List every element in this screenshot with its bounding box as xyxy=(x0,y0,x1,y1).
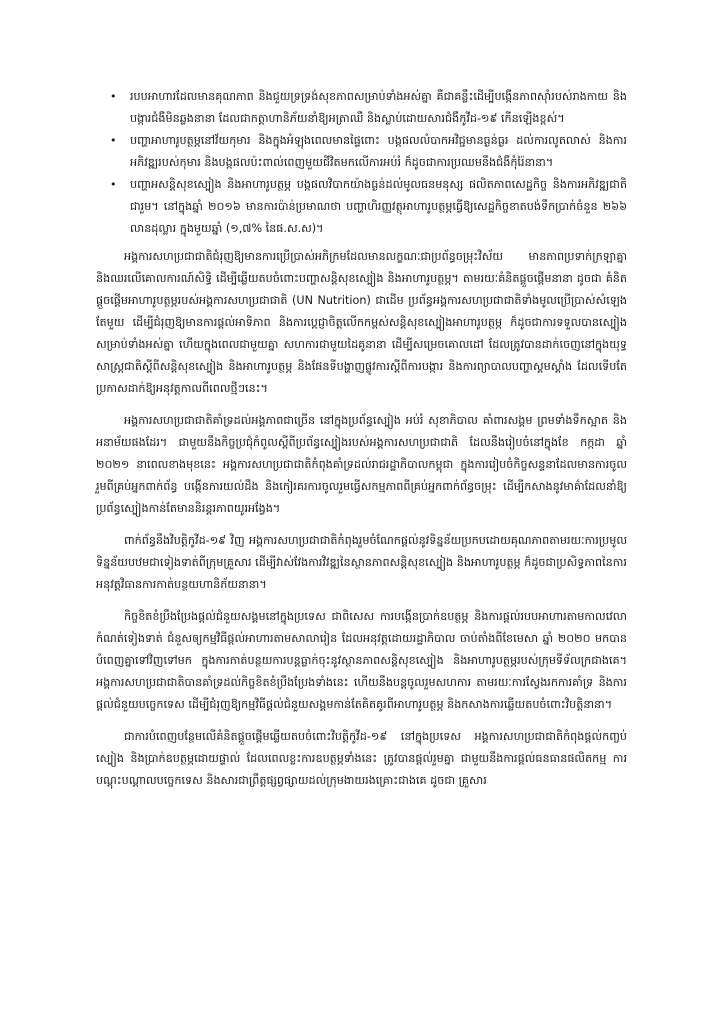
bullet-icon: • xyxy=(110,178,117,191)
list-item xyxy=(110,130,627,174)
bullet-text: បញ្ហាអសន្តិសុខស្បៀង និងអាហារូបត្ថម្ភ បង្កផលវិបាកយ៉ាងធ្ងន់ដល់មូលធនមនុស្ស ផលិតភាពសេដ្ឋកិច្ច និងការអភិវឌ្ឍជាតិជារួម។ នៅក្នុងឆ្នាំ ២០១៦ មានការប៉ាន់ប្រមាណថា បញ្ហាហិរញ្ញវត្ថុអាហារូបត្ថម្ភធ្វើឱ្យសេដ្ឋកិច្ចខាតបង់ទឹកប្រាក់ចំនួន ២៦៦ លានដុល្លារ ក្នុងមួយឆ្នាំ (១,៧% នៃផ.ស.ស)។ xyxy=(130,178,627,235)
paragraph: ជាការបំពេញបន្ថែមលើគំនិតផ្តួចផ្តើមឆ្លើយតបចំពោះវិបត្តិកូវីដ-១៩ នៅក្នុងប្រទេស អង្គការសហប្រជាជាតិកំពុងផ្តល់កញ្ចប់ស្បៀង និងប្រាក់ឧបត្ថម្ភដោយផ្ទាល់ ដែលពេលខ្លះការឧបត្ថម្ភទាំងនេះ ត្រូវបានផ្តល់រួមគ្នា ជាមួយនឹងការផ្តល់ធនធានផលិតកម្ម ការបណ្តុះបណ្តាលបច្ចេកទេស និងសារជាព្រឹត្តផ្សព្វផ្សាយដល់ក្រុមងាយរងគ្រោះជាងគេ ដូចជា គ្រួសារ xyxy=(96,730,627,787)
paragraph: អង្គការសហប្រជាជាតិគាំទ្រដល់អង្គភាពជាច្រើន នៅក្នុងប្រព័ន្ធស្បៀង អប់រំ សុខាភិបាល គាំពារសង្គម ព្រមទាំងទឹកស្អាត និងអនាម័យផងដែរ។ ជាមួយនឹងកិច្ចប្រជុំកំពូលស្តីពីប្រព័ន្ធស្បៀងរបស់អង្គការសហប្រជាជាតិ ដែលនឹងរៀបចំនៅក្នុងខែ កក្កដា ឆ្នាំ ២០២១ នាពេលខាងមុខនេះ អង្គការសហប្រជាជាតិកំពុងគាំទ្រដល់រាជរដ្ឋាភិបាលកម្ពុជា ក្នុងការរៀបចំកិច្ចសន្ទនាដែលមានការចូលរួមពីគ្រប់អ្នកពាក់ព័ន្ធ បង្កើនការយល់ដឹង និងកៀរគរការចូលរួមធ្វើសកម្មភាពពីគ្រប់អ្នកពាក់ព័ន្ធចម្រុះ ដើម្បីកសាងនូវមាគ៌ាដែលនាំឱ្យប្រព័ន្ធស្បៀងកាន់តែមាននិរន្តរភាពយូរអង្វែង។ xyxy=(96,414,627,515)
list-item xyxy=(110,174,627,240)
bullet-icon: • xyxy=(110,90,117,103)
list-item xyxy=(110,86,627,130)
bullet-icon: • xyxy=(110,134,117,147)
paragraph: អង្គការសហប្រជាជាតិជំរុញឱ្យមានការប្រើប្រាស់អភិក្រមដែលមានលក្ខណៈជាប្រព័ន្ធចម្រុះវិស័យ មានភាពប្រទាក់ក្រឡាគ្នា និងឈរលើគោលការណ៍សិទ្ធិ ដើម្បីឆ្លើយតបចំពោះបញ្ហាសន្តិសុខស្បៀង និងអាហារូបត្ថម្ភ។ តាមរយៈគំនិតផ្តួចផ្តើមនានា ដូចជា គំនិតផ្តួចផ្តើមអាហារូបត្ថម្ភរបស់អង្គការសហប្រជាជាតិ (UN Nutrition) ជាដើម ប្រព័ន្ធអង្គការសហប្រជាជាតិទាំងមូលប្រើប្រាស់សំឡេងតែមួយ ដើម្បីជំរុញឱ្យមានការផ្តល់អាទិភាព និងការប្តេជ្ញាចិត្តលើកកម្ពស់សន្តិសុខស្បៀងអាហារូបត្ថម្ភ ក៏ដូចជាការទទួលបានស្បៀងសម្រាប់ទាំងអស់គ្នា ហើយក្នុងពេលជាមួយគ្នា សហការជាមួយដៃគូនានា ដើម្បីសម្រេចគោលដៅ ដែលត្រូវបានដាក់ចេញនៅក្នុងយុទ្ធសាស្ត្រជាតិស្តីពីសន្តិសុខស្បៀង និងអាហារូបត្ថម្ភ និងផែនទីបង្ហាញផ្លូវការស្តីពីការបង្ការ និងការព្យាបាលបញ្ហាស្គមស្គាំង ដែលទើបតែប្រកាសដាក់ឱ្យអនុវត្តកាលពីពេលថ្មីៗនេះ។ xyxy=(96,250,627,395)
paragraph: ពាក់ព័ន្ធនឹងវិបត្តិកូវីដ-១៩ វិញ អង្គការសហប្រជាជាតិកំពុងរួមចំណែកផ្តល់នូវទិន្នន័យប្រកបដោយគុណភាពតាមរយៈការប្រមូលទិន្នន័យបឋមជាទៀងទាត់ពីក្រុមគ្រួសារ ដើម្បីវាស់វែងការវិវឌ្ឍនៃស្ថានភាពសន្តិសុខស្បៀង និងអាហារូបត្ថម្ភ ក៏ដូចជាប្រសិទ្ធភាពនៃការអនុវត្តវិធានការកាត់បន្ថយហានិភ័យនានា។ xyxy=(96,534,627,591)
paragraph: កិច្ចខិតខំប្រឹងប្រែងផ្តល់ជំនួយសង្គមនៅក្នុងប្រទេស ជាពិសេស ការបង្កើនប្រាក់ឧបត្ថម្ភ និងការផ្តល់របបអាហារតាមកាលវេលាកំណត់ទៀងទាត់ ជំនួសឲ្យកម្មវិធីផ្តល់អាហារតាមសាលារៀន ដែលអនុវត្តដោយរដ្ឋាភិបាល ចាប់តាំងពីខែមេសា ឆ្នាំ ២០២០ មកបានបំពេញគ្នាទៅវិញទៅមក ក្នុងការកាត់បន្ថយការបន្តធ្លាក់ចុះនូវស្ថានភាពសន្តិសុខស្បៀង និងអាហារូបត្ថម្ភរបស់ក្រុមទីទ័លក្រជាងគេ។ អង្គការសហប្រជាជាតិបានគាំទ្រដល់កិច្ចខិតខំប្រឹងប្រែងទាំងនេះ ហើយនឹងបន្តចូលរួមសហការ តាមរយៈការស្វែងរកការគាំទ្រ និងការផ្តល់ជំនួយបច្ចេកទេស ដើម្បីជំរុញឱ្យកម្មវិធីផ្តល់ជំនួយសង្គមកាន់តែគិតគូរពីអាហារូបត្ថម្ភ និងកសាងការឆ្លើយតបចំពោះវិបត្តិនានា។ xyxy=(96,610,627,711)
bullet-text: របបអាហារដែលមានគុណភាព និងជួយទ្រទ្រង់សុខភាពសម្រាប់ទាំងអស់គ្នា គឺជាគន្លឹះដើម្បីបង្កើនភាពស៊ាំរបស់រាងកាយ និងបង្ការជំងឺមិនឆ្លងនានា ដែលជាកត្តាហានិភ័យនាំឱ្យអត្រាឈឺ និងស្លាប់ដោយសារជំងឺកូវីដ-១៩ កើនឡើងខ្ពស់។ xyxy=(130,90,627,125)
bullet-list xyxy=(110,86,627,240)
bullet-text: បញ្ហាអាហារូបត្ថម្ភនៅវ័យកុមារ និងក្នុងអំឡុងពេលមានផ្ទៃពោះ បង្កផលលំបាកអវិជ្ជមានធ្ងន់ធ្ងរ ដល់ការលូតលាស់ និងការអភិវឌ្ឍរបស់កុមារ និងបង្កផលប៉ះពាល់ពេញមួយជីវិតមកលើការអប់រំ ក៏ដូចជាការប្រឈមនឹងជំងឺកុំរ៉ៃនានា។ xyxy=(130,134,627,169)
